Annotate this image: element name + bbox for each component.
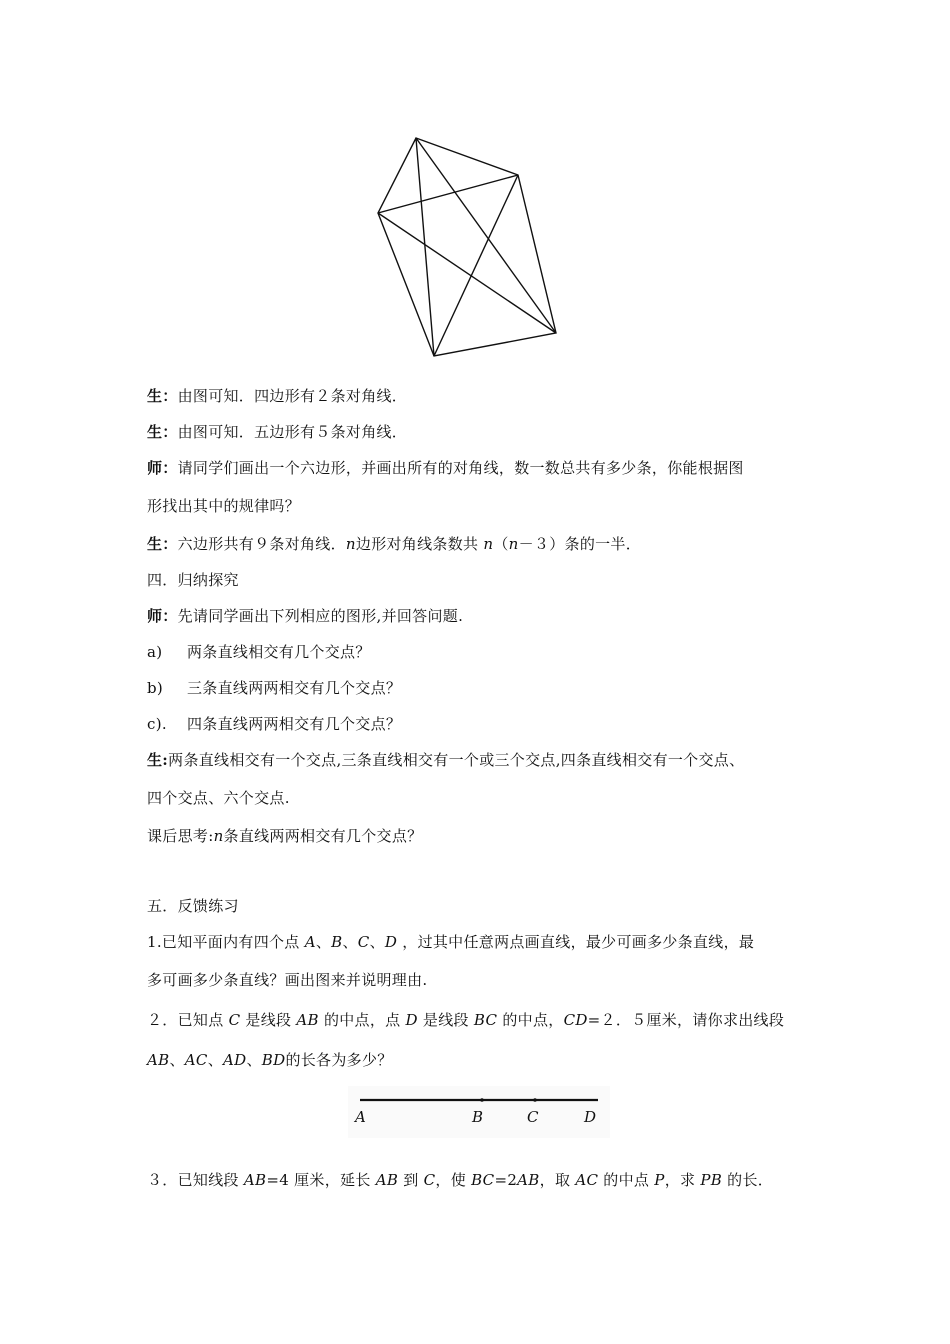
line-teacher-hexagon: 师：请同学们画出一个六边形，并画出所有的对角线，数一数总共有多少条，你能根据图 <box>147 459 744 477</box>
point-label-d: D <box>584 1108 597 1126</box>
exercise-3: ３．已知线段 AB=4 厘米，延长 AB 到 C，使 BC=2AB，取 AC 的中点 P，求 PB 的长． <box>147 1171 774 1189</box>
list-item-a: a) 两条直线相交有几个交点？ <box>147 643 371 661</box>
line-student-quadrilateral: 生：由图可知．四边形有２条对角线． <box>147 387 408 405</box>
line-student-pentagon: 生：由图可知．五边形有５条对角线． <box>147 423 408 441</box>
point-b-mark <box>480 1098 484 1102</box>
line-teacher-hexagon-cont: 形找出其中的规律吗？ <box>147 497 301 515</box>
section-heading-induction: 四．归纳探究 <box>147 571 239 589</box>
exercise-1-cont: 多可画多少条直线？画出图来并说明理由. <box>147 971 428 989</box>
exercise-1: 1.已知平面内有四个点 A、B、C、D ，过其中任意两点画直线，最少可画多少条直线，最 <box>147 933 755 951</box>
pentagon-diagram <box>366 128 576 368</box>
diagonal-4 <box>378 175 518 213</box>
line-student-intersections-cont: 四个交点、六个交点. <box>147 789 290 807</box>
diagonal-5 <box>378 213 556 333</box>
section-heading-practice: 五．反馈练习 <box>147 897 239 915</box>
exercise-2-cont: AB、AC、AD、BD的长各为多少？ <box>147 1051 393 1069</box>
line-teacher-instruction: 师：先请同学画出下列相应的图形,并回答问题. <box>147 607 464 625</box>
pentagon-outline <box>378 138 556 356</box>
exercise-2: ２．已知点 C 是线段 AB 的中点，点 D 是线段 BC 的中点，CD=２．５厘米，请你求出线段 <box>147 1011 785 1029</box>
line-student-intersections: 生:两条直线相交有一个交点,三条直线相交有一个或三个交点,四条直线相交有一个交点、 <box>147 751 745 769</box>
point-label-a: A <box>355 1108 366 1126</box>
list-item-c: c). 四条直线两两相交有几个交点？ <box>147 715 402 733</box>
diagonal-3 <box>434 175 518 356</box>
point-label-c: C <box>527 1108 539 1126</box>
point-label-b: B <box>472 1108 484 1126</box>
point-c-mark <box>533 1098 537 1102</box>
line-homework-thought: 课后思考:n条直线两两相交有几个交点？ <box>147 827 423 845</box>
line-student-hexagon-answer: 生：六边形共有９条对角线．n边形对角线条数共 n（n－３）条的一半． <box>147 535 642 553</box>
list-item-b: b) 三条直线两两相交有几个交点？ <box>147 679 402 697</box>
segment-diagram <box>348 1086 610 1138</box>
diagonal-2 <box>416 138 434 356</box>
diagonal-1 <box>416 138 556 333</box>
